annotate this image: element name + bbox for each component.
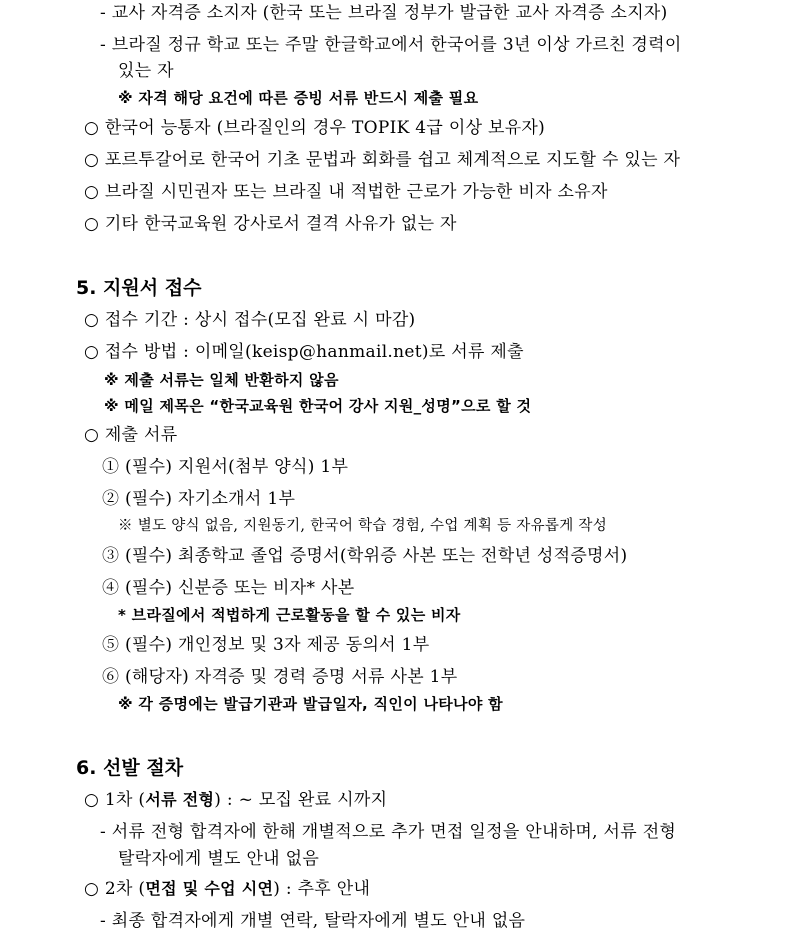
credentials-note: ※ 각 증명에는 발급기관과 발급일자, 직인이 나타나야 함 — [118, 695, 503, 713]
requirement-korean-fluency: ○ 한국어 능통자 (브라질인의 경우 TOPIK 4급 이상 보유자) — [84, 118, 546, 138]
application-method: ○ 접수 방법 : 이메일(keisp@hanmail.net)로 서류 제출 — [84, 342, 524, 362]
step-2-prefix: ○ 2차 ( — [84, 879, 146, 899]
required-documents-label: ○ 제출 서류 — [84, 425, 178, 445]
section-5-heading: 5. 지원서 접수 — [76, 277, 202, 299]
step-1-title: 서류 전형 — [145, 790, 215, 809]
proof-required-note: ※ 자격 해당 요건에 따른 증빙 서류 반드시 제출 필요 — [118, 89, 479, 107]
qualification-teaching-experience: - 브라질 정규 학교 또는 주말 한글학교에서 한국어를 3년 이상 가르친 경력이 — [100, 35, 682, 55]
step-1-prefix: ○ 1차 ( — [84, 790, 146, 810]
step-1-description-cont: 탈락자에게 별도 안내 없음 — [118, 849, 320, 869]
qualification-teaching-experience-cont: 있는 자 — [118, 61, 174, 81]
self-introduction-note: ※ 별도 양식 없음, 지원동기, 한국어 학습 경험, 수업 계획 등 자유롭게 작성 — [118, 518, 608, 534]
document-graduation-certificate: ③ (필수) 최종학교 졸업 증명서(학위증 사본 또는 전학년 성적증명서) — [102, 546, 628, 566]
visa-note: * 브라질에서 적법하게 근로활동을 할 수 있는 비자 — [118, 606, 461, 624]
document-self-introduction: ② (필수) 자기소개서 1부 — [102, 489, 296, 509]
selection-step-1 — [84, 789, 387, 811]
no-return-note: ※ 제출 서류는 일체 반환하지 않음 — [104, 371, 339, 389]
document-id-visa: ④ (필수) 신분증 또는 비자* 사본 — [102, 578, 355, 598]
document-credentials: ⑥ (해당자) 자격증 및 경력 증명 서류 사본 1부 — [102, 667, 458, 687]
requirement-portuguese-teaching: ○ 포르투갈어로 한국어 기초 문법과 회화를 쉽고 체계적으로 지도할 수 있는 자 — [84, 150, 681, 170]
selection-step-2 — [84, 878, 370, 900]
email-subject-note: ※ 메일 제목은 “한국교육원 한국어 강사 지원_성명”으로 할 것 — [104, 397, 532, 415]
step-2-description: - 최종 합격자에게 개별 연락, 탈락자에게 별도 안내 없음 — [100, 911, 526, 931]
requirement-no-disqualification: ○ 기타 한국교육원 강사로서 결격 사유가 없는 자 — [84, 214, 457, 234]
document-application-form: ① (필수) 지원서(첨부 양식) 1부 — [102, 457, 349, 477]
step-1-suffix: ) : ~ 모집 완료 시까지 — [214, 790, 388, 810]
qualification-teacher-license: - 교사 자격증 소지자 (한국 또는 브라질 정부가 발급한 교사 자격증 소지자) — [100, 3, 668, 23]
step-2-title: 면접 및 수업 시연 — [145, 879, 274, 898]
application-period: ○ 접수 기간 : 상시 접수(모집 완료 시 마감) — [84, 310, 416, 330]
step-1-description: - 서류 전형 합격자에 한해 개별적으로 추가 면접 일정을 안내하며, 서류 전형 — [100, 822, 677, 842]
step-2-suffix: ) : 추후 안내 — [273, 879, 371, 899]
section-6-heading: 6. 선발 절차 — [76, 757, 184, 779]
requirement-residency: ○ 브라질 시민권자 또는 브라질 내 적법한 근로가 가능한 비자 소유자 — [84, 182, 608, 202]
document-privacy-consent: ⑤ (필수) 개인정보 및 3자 제공 동의서 1부 — [102, 635, 430, 655]
